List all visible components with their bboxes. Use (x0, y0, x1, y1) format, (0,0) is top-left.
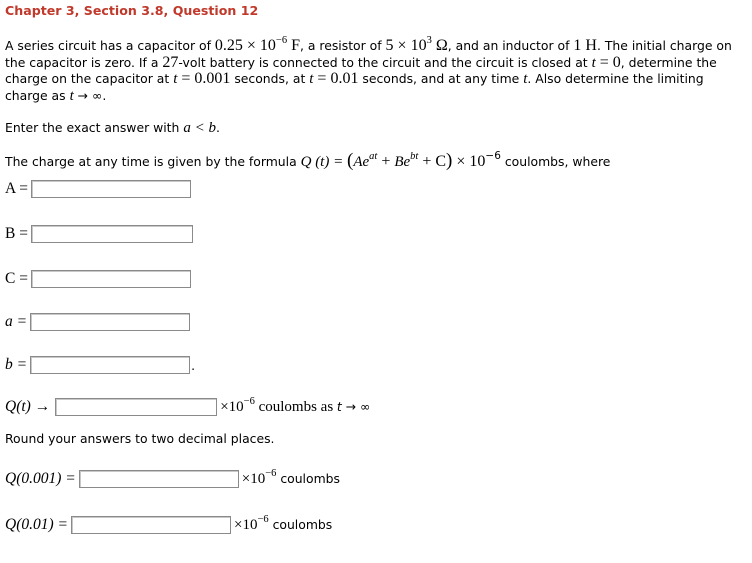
answer-input-b[interactable] (30, 356, 190, 374)
answer-input-C[interactable] (31, 270, 191, 288)
field-label-C: C = (5, 270, 28, 287)
field-row-q2 (5, 513, 333, 534)
answer-input-A[interactable] (31, 180, 191, 198)
field-label-q2: Q(0.01) = (5, 516, 68, 533)
field-label-A: A = (5, 180, 28, 197)
charge-formula: The charge at any time is given by the formula Q $(t) = (Ae^{at} + Be^{bt} + C) \times 10^{-6}$ coulombs, where (5, 150, 611, 171)
resistance-value: $5 \times 10^3$ Ω (385, 35, 448, 54)
field-row-a (5, 313, 190, 331)
q1-unit: $\times 10^{-6}$ coulombs (241, 467, 340, 487)
field-label-limit: Q(t) → (5, 398, 51, 415)
field-row-A (5, 180, 191, 198)
voltage-value: 27 (162, 53, 179, 71)
answer-input-B[interactable] (31, 225, 193, 243)
instruction-text: Enter the exact answer with a < b. (5, 120, 220, 136)
field-label-a: a = (5, 313, 28, 330)
question-title: Chapter 3, Section 3.8, Question 12 (5, 3, 259, 18)
inductance-value: 1 H (573, 37, 597, 54)
field-row-B (5, 225, 193, 243)
rounding-instruction: Round your answers to two decimal places. (5, 431, 275, 446)
field-row-C (5, 270, 191, 288)
answer-input-limit[interactable] (55, 398, 217, 416)
q2-unit: $\times 10^{-6}$ coulombs (233, 513, 333, 533)
field-row-q1 (5, 467, 340, 488)
field-label-B: B = (5, 225, 28, 242)
answer-input-a[interactable] (30, 313, 190, 331)
field-row-limit (5, 395, 371, 416)
problem-statement: A series circuit has a capacitor of $0.25 \times 10^{-6}$ F, a resistor of $5 \times 10^3$ Ω, and an inductor of 1 H. The initial charge on the capacitor is zero. If a 27-volt battery is connected to the circuit and the circuit is closed at t = 0, determine the charge on the capacitor at t = 0.001 seconds, at t = 0.01 seconds, and at any time t. Also determine the limiting charge as t → ∞. (5, 35, 732, 104)
field-label-b: b = (5, 356, 28, 373)
limit-unit: $\times 10^{-6}$ coulombs as t → ∞ (220, 395, 371, 415)
field-label-q1: Q(0.001) = (5, 470, 76, 487)
answer-input-q-001[interactable] (71, 516, 231, 534)
answer-input-q-0001[interactable] (79, 470, 239, 488)
field-row-b (5, 356, 195, 374)
order-condition: a < b (183, 120, 216, 136)
field-b-period: . (191, 357, 196, 373)
capacitance-value: $0.25 \times 10^{-6}$ F (214, 35, 300, 54)
